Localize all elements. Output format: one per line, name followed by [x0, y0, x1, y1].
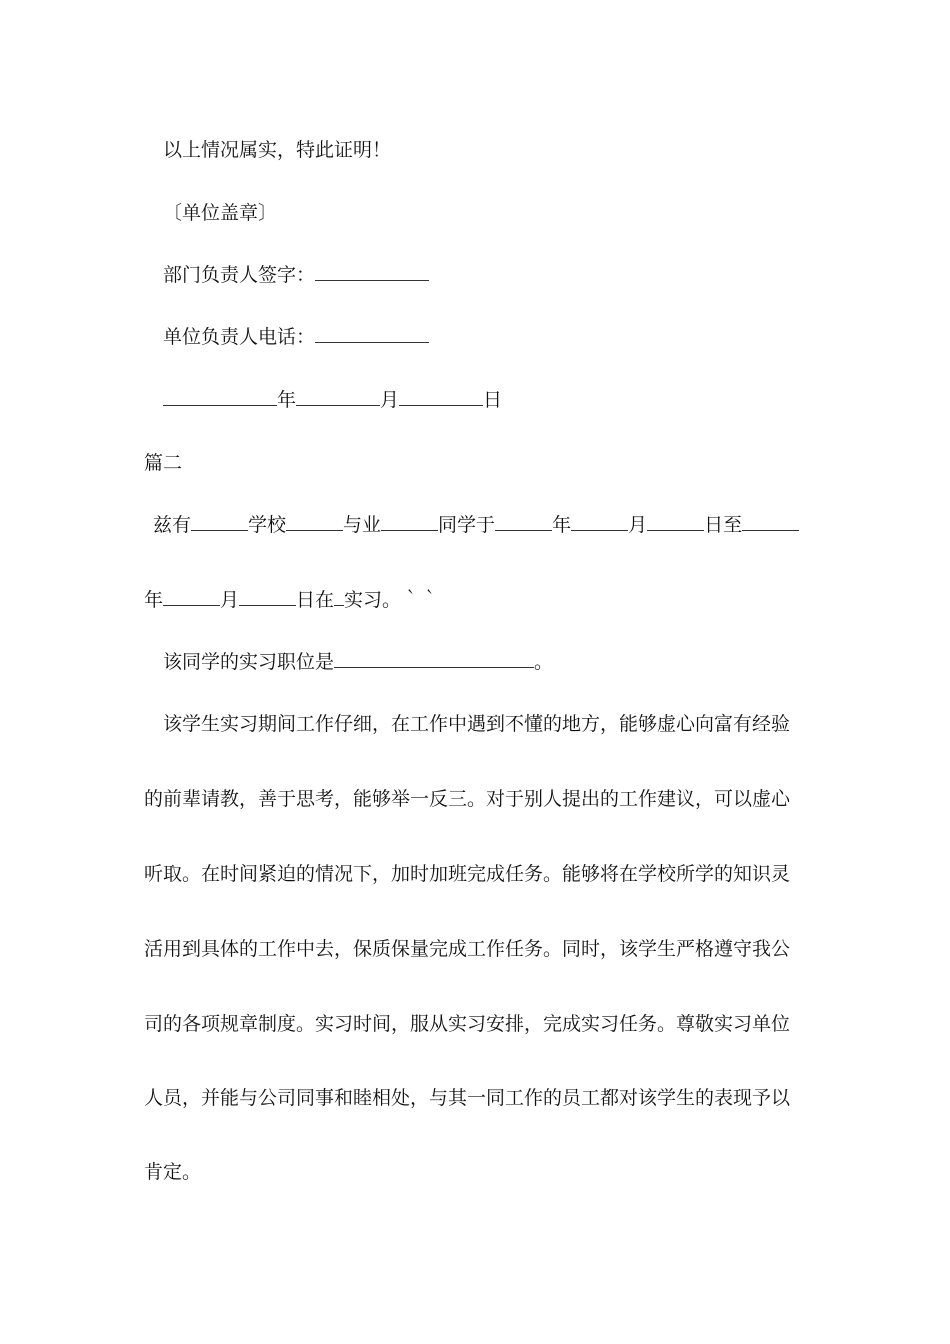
- intro-text: 日至: [704, 514, 743, 536]
- date-row: [163, 387, 502, 413]
- intro-text: 兹有: [153, 514, 192, 536]
- unit-phone-label: 单位负责人电话：: [163, 326, 316, 348]
- intro-line-1: [153, 512, 799, 538]
- unit-phone-row: [163, 324, 429, 350]
- year-label: 年: [277, 389, 297, 411]
- name-blank[interactable]: [381, 512, 438, 531]
- company-blank[interactable]: [334, 587, 344, 606]
- position-blank[interactable]: [334, 649, 534, 668]
- evaluation-line: 肯定。: [144, 1161, 202, 1183]
- intro-text: 年: [552, 514, 572, 536]
- major-blank[interactable]: [286, 512, 343, 531]
- month-label: 月: [380, 389, 400, 411]
- evaluation-line: 活用到具体的工作中去，保质保量完成工作任务。同时，该学生严格遵守我公: [144, 938, 791, 960]
- dept-sign-row: [163, 262, 429, 288]
- end-year-blank[interactable]: [742, 512, 799, 531]
- month-blank[interactable]: [296, 387, 380, 406]
- intro-line-2: [144, 587, 439, 613]
- intro-text: 年: [144, 589, 164, 611]
- unit-phone-blank[interactable]: [315, 324, 429, 343]
- intro-text: 实习。｀｀: [344, 589, 440, 611]
- intro-text: 月: [628, 514, 648, 536]
- dept-sign-blank[interactable]: [315, 262, 429, 281]
- day-blank[interactable]: [399, 387, 483, 406]
- end-day-blank[interactable]: [239, 587, 296, 606]
- intro-text: 同学于: [438, 514, 496, 536]
- school-blank[interactable]: [191, 512, 248, 531]
- day-label: 日: [483, 389, 503, 411]
- intro-text: 日在: [296, 589, 335, 611]
- year-blank[interactable]: [163, 387, 277, 406]
- seal-label: 〔单位盖章〕: [163, 202, 278, 224]
- evaluation-line: 该学生实习期间工作仔细，在工作中遇到不懂的地方，能够虚心向富有经验: [163, 713, 791, 735]
- position-row: [163, 649, 553, 675]
- dept-sign-label: 部门负责人签字：: [163, 264, 316, 286]
- intro-text: 学校: [248, 514, 287, 536]
- intro-text: 与业: [343, 514, 382, 536]
- start-year-blank[interactable]: [495, 512, 552, 531]
- position-label: 该同学的实习职位是: [163, 651, 335, 673]
- position-end: 。: [534, 651, 554, 673]
- section-title: 篇二: [144, 452, 183, 474]
- start-month-blank[interactable]: [571, 512, 628, 531]
- evaluation-line: 的前辈请教，善于思考，能够举一反三。对于别人提出的工作建议，可以虚心: [144, 788, 791, 810]
- certify-text: 以上情况属实，特此证明！: [163, 139, 392, 161]
- end-month-blank[interactable]: [163, 587, 220, 606]
- intro-text: 月: [220, 589, 240, 611]
- evaluation-line: 听取。在时间紧迫的情况下，加时加班完成任务。能够将在学校所学的知识灵: [144, 863, 791, 885]
- evaluation-line: 人员，并能与公司同事和睦相处，与其一同工作的员工都对该学生的表现予以: [144, 1087, 791, 1109]
- evaluation-line: 司的各项规章制度。实习时间，服从实习安排，完成实习任务。尊敬实习单位: [144, 1013, 791, 1035]
- start-day-blank[interactable]: [647, 512, 704, 531]
